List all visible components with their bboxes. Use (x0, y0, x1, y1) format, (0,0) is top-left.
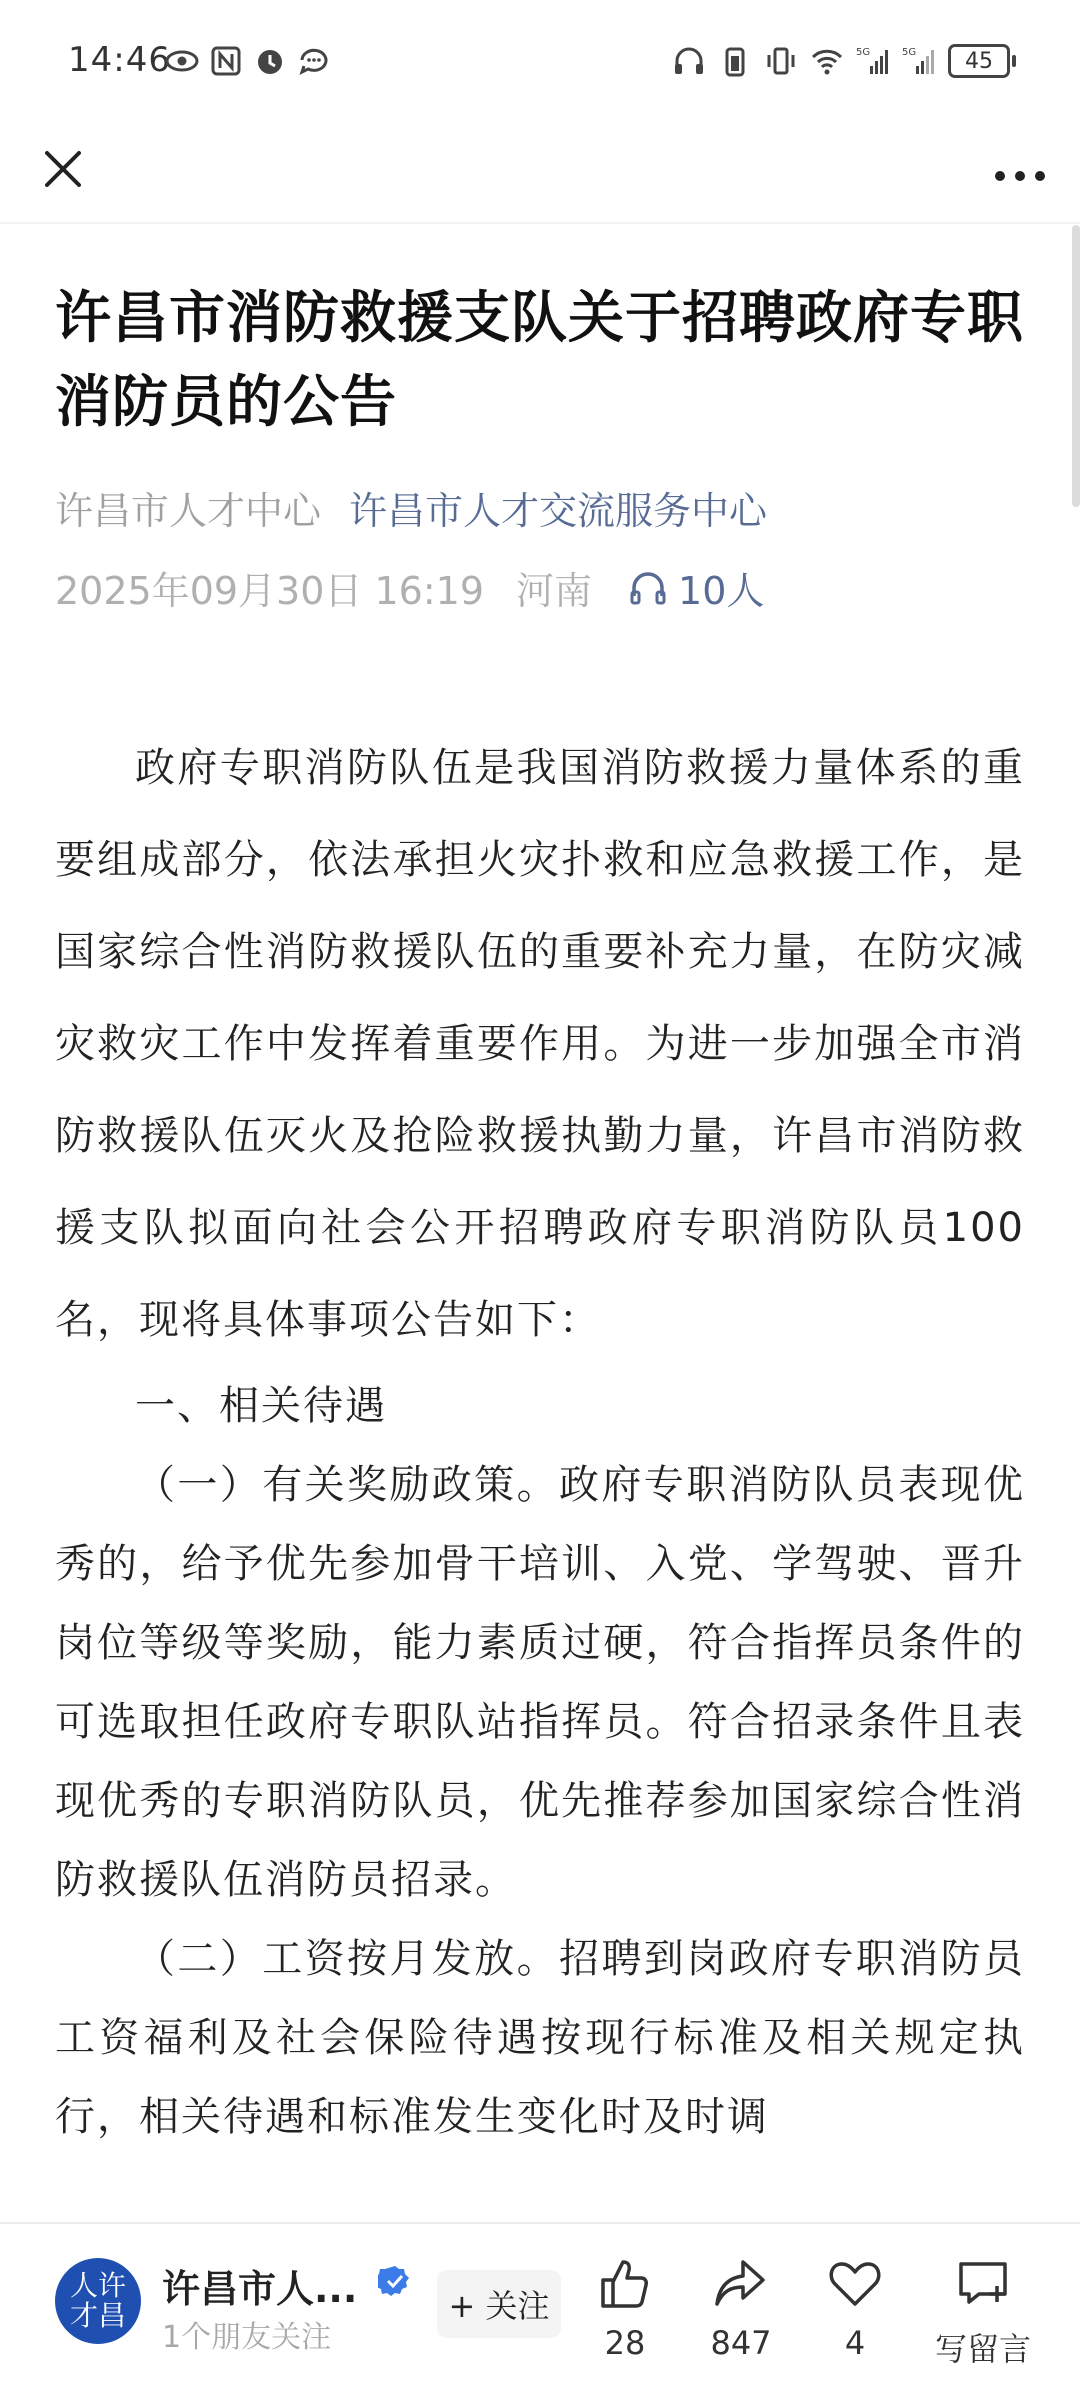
signal-5g-icon-2 (902, 44, 936, 78)
svg-text:5G: 5G (902, 47, 917, 58)
nav-bar (0, 120, 1080, 220)
verified-badge-icon (378, 2264, 412, 2298)
more-options-icon[interactable] (980, 136, 1060, 202)
heart-icon (825, 2254, 885, 2314)
share-count: 847 (710, 2324, 772, 2362)
status-bar (0, 0, 1080, 120)
eye-icon (165, 44, 199, 78)
publish-region: 河南 (516, 569, 593, 613)
alarm-icon (253, 44, 287, 78)
article-meta (55, 560, 764, 615)
like-button[interactable] (570, 2254, 680, 2362)
signal-5g-icon (856, 44, 890, 78)
comment-add-icon (953, 2254, 1013, 2314)
battery-level: 45 (965, 48, 993, 74)
vibrate-icon (764, 44, 798, 78)
avatar-text: 人许才昌 (69, 2269, 126, 2332)
svg-text:5G: 5G (856, 47, 871, 58)
follow-button[interactable]: + 关注 (437, 2270, 561, 2338)
paragraph-item-1: （一）有关奖励政策。政府专职消防队员表现优秀的，给予优先参加骨干培训、入党、学驾驶、晋升岗位等级等奖励，能力素质过硬，符合指挥员条件的可选取担任政府专职队站指挥员。符合招录条件且表现优秀的专职消防队员，优先推荐参加国家综合性消防救援队伍消防员招录。 (55, 1462, 1025, 1903)
listen-button[interactable] (628, 560, 764, 615)
article-byline (55, 480, 767, 535)
article-author: 许昌市人才中心 (55, 489, 322, 533)
thumbs-up-icon (595, 2254, 655, 2314)
scrollbar[interactable] (1072, 225, 1080, 507)
status-time: 14:46 (68, 40, 171, 80)
listener-count: 10人 (678, 569, 765, 613)
paragraph-item-2: （二）工资按月发放。招聘到岗政府专职消防员工资福利及社会保险待遇按现行标准及相关规定执行，相关待遇和标准发生变化时及时调 (55, 1936, 1025, 2140)
article-body (55, 722, 1025, 2157)
write-comment-label: 写留言 (934, 2330, 1031, 2368)
headphones-icon (628, 568, 668, 608)
write-comment-button[interactable] (918, 2254, 1048, 2370)
headphones-icon (672, 44, 706, 78)
share-button[interactable] (686, 2254, 796, 2362)
close-icon[interactable] (30, 136, 96, 202)
nfc-icon (209, 44, 243, 78)
account-link[interactable]: 许昌市人才交流服务中心 (349, 489, 768, 533)
avatar[interactable] (55, 2258, 141, 2344)
friends-following: 1个朋友关注 (162, 2320, 332, 2355)
favorite-count: 4 (844, 2324, 866, 2362)
article-title: 许昌市消防救援支队关于招聘政府专职消防员的公告 (55, 286, 1024, 435)
favorite-button[interactable] (800, 2254, 910, 2362)
account-name[interactable]: 许昌市人... (162, 2267, 358, 2311)
device-battery-icon (718, 44, 752, 78)
bottom-action-bar (0, 2222, 1080, 2384)
battery-icon (948, 44, 1010, 78)
share-icon (711, 2254, 771, 2314)
wifi-icon (810, 44, 844, 78)
like-count: 28 (604, 2324, 646, 2362)
publish-date: 2025年09月30日 16:19 (55, 569, 485, 613)
chat-bubble-icon (297, 44, 331, 78)
section-heading: 一、相关待遇 (135, 1383, 387, 1429)
nav-divider (0, 222, 1080, 224)
paragraph-intro: 政府专职消防队伍是我国消防救援力量体系的重要组成部分，依法承担火灾扑救和应急救援工作，是国家综合性消防救援队伍的重要补充力量，在防灾减灾救灾工作中发挥着重要作用。为进一步加强全市消防救援队伍灭火及抢险救援执勤力量，许昌市消防救援支队拟面向社会公开招聘政府专职消防队员100名，现将具体事项公告如下： (55, 745, 1025, 1343)
